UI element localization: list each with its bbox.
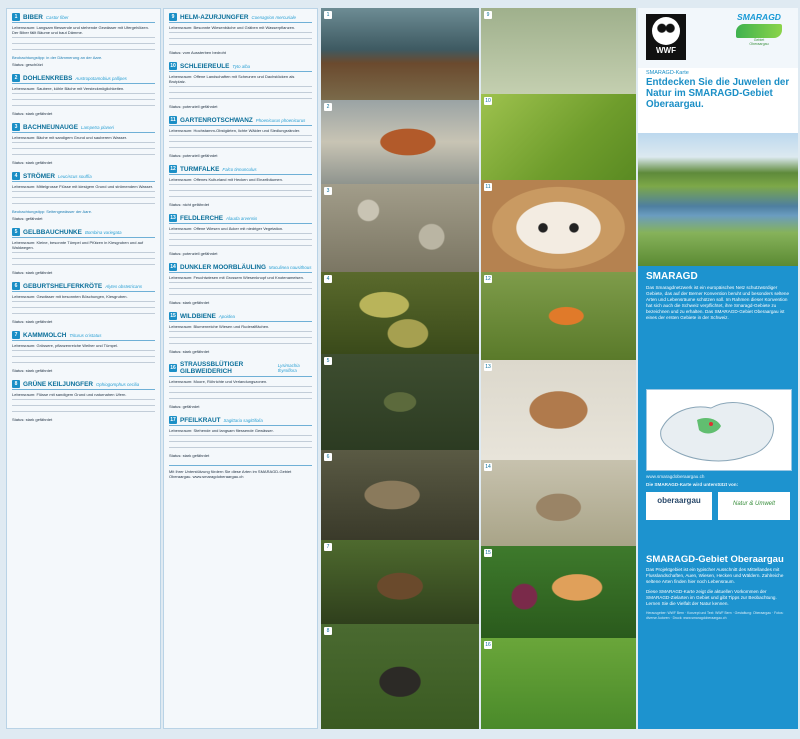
- photo-skylark: [481, 460, 636, 546]
- species-latin-name: Coenagrion mercuriale: [251, 14, 296, 20]
- photo-number: 16: [485, 642, 491, 648]
- species-column-left: [6, 8, 161, 729]
- species-entry: [169, 13, 312, 55]
- species-latin-name: Leuciscus souffia: [57, 173, 92, 179]
- intro-block: [646, 70, 792, 110]
- species-number: 13: [170, 215, 176, 221]
- text-lines: [169, 92, 312, 97]
- species-name: BACHNEUNAUGE: [23, 123, 79, 131]
- smaragd-logo: [726, 12, 792, 46]
- species-entry: [169, 214, 312, 256]
- species-entry: [12, 123, 155, 165]
- species-status: Status: stark gefährdet: [12, 270, 53, 275]
- text-lines: [169, 392, 312, 397]
- species-name: GELBBAUCHUNKE: [23, 228, 82, 236]
- species-latin-name: Maculinea nausithous: [268, 264, 312, 270]
- photo-lamprey: [321, 184, 479, 272]
- text-lines: [12, 93, 155, 98]
- species-description: Lebensraum: Moore, Röhrichte und Verlandungszonen.: [169, 379, 268, 384]
- text-lines: [169, 447, 312, 452]
- species-description: Lebensraum: Gewässer mit besonnten Böschungen, Kiesgruben.: [12, 294, 128, 299]
- species-status: Status: stark gefährdet: [12, 111, 53, 116]
- gebiet-title: SMARAGD-Gebiet Oberaargau: [646, 554, 784, 565]
- species-title: [169, 62, 312, 72]
- species-name: PFEILKRAUT: [180, 416, 221, 424]
- species-title: [12, 74, 155, 84]
- species-number: 12: [170, 166, 176, 172]
- species-description: Lebensraum: Mittelgrosse Flüsse mit kiesigem Grund und strömendem Wasser.: [12, 184, 154, 189]
- text-lines: [169, 435, 312, 440]
- species-entry: [169, 263, 312, 305]
- text-lines: [12, 203, 155, 208]
- photo-number: 13: [485, 364, 491, 370]
- species-status: Status: stark gefährdet: [12, 417, 53, 422]
- text-lines: [169, 282, 312, 287]
- species-description: Lebensraum: Besonnte Wiesenbäche und Gräben mit Wasserpflanzen.: [169, 25, 296, 30]
- text-lines: [12, 258, 155, 263]
- species-status: Status: stark gefährdet: [12, 319, 53, 324]
- species-latin-name: Bombina variegata: [84, 229, 122, 235]
- text-lines: [169, 38, 312, 43]
- species-number: 5: [12, 228, 20, 236]
- text-lines: [12, 99, 155, 104]
- species-number: 11: [170, 117, 176, 123]
- species-entry: [12, 380, 155, 422]
- species-title: [12, 380, 155, 390]
- species-title: [169, 416, 312, 426]
- text-lines: [12, 399, 155, 404]
- text-lines: [12, 148, 155, 153]
- species-latin-name: Ophiogomphus cecilia: [95, 381, 140, 387]
- species-title: [12, 123, 155, 133]
- text-lines: [169, 441, 312, 446]
- photo-loosestrife: [481, 638, 636, 729]
- intro-headline: Entdecken Sie die Juwelen der Natur im SMARAGD-Gebiet Oberaargau.: [646, 77, 790, 110]
- text-lines: [169, 147, 312, 152]
- species-entry: [12, 228, 155, 275]
- smaragd-logo-sub: Gebiet: [753, 38, 765, 42]
- species-name: BIBER: [23, 13, 43, 21]
- text-lines: [169, 398, 312, 403]
- support-note: Die SMARAGD-Karte wird unterstützt von:: [646, 482, 739, 487]
- text-lines: [169, 343, 312, 348]
- photo-beaver: [321, 8, 479, 100]
- species-entry: [169, 361, 312, 409]
- species-latin-name: Tyto alba: [232, 63, 251, 69]
- species-tip: Beobachtungstipp: in der Dämmerung an der Aare.: [12, 55, 103, 60]
- photo-number: 6: [324, 453, 332, 461]
- species-entry: [12, 13, 155, 67]
- text-lines: [169, 337, 312, 342]
- species-name: GRÜNE KEILJUNGFER: [23, 380, 93, 388]
- text-lines: [169, 245, 312, 250]
- photo-toad-water: [321, 354, 479, 450]
- species-latin-name: Apoidea: [218, 313, 235, 319]
- species-name: DUNKLER MOORBLÄULING: [180, 263, 266, 271]
- species-description: Lebensraum: Offene Landschaften mit Scheunen und Dachstöcken als Brutplatz.: [169, 74, 295, 84]
- text-lines: [169, 86, 312, 91]
- species-name: DOHLENKREBS: [23, 74, 73, 82]
- species-number: 1: [12, 13, 20, 21]
- species-latin-name: Alauda arvensis: [225, 215, 258, 221]
- species-number: 3: [12, 123, 20, 131]
- partner-logo-oberaargau: oberaargau: [646, 492, 712, 520]
- species-title: [169, 214, 312, 224]
- text-lines: [12, 264, 155, 269]
- species-number: 4: [12, 172, 20, 180]
- species-status: Status: stark gefährdet: [12, 368, 53, 373]
- species-status: Status: stark gefährdet: [12, 160, 53, 165]
- gebiet-text-2: Diese SMARAGD-Karte zeigt die aktuellen Vorkommen der SMARAGD-Zielarten im Gebiet und gibt Tipps zur Beobachtung. Lernen Sie die Vielfalt der Natur kennen.: [646, 589, 777, 606]
- text-lines: [12, 411, 155, 416]
- species-title: [169, 263, 312, 273]
- smaragd-panel: [638, 266, 798, 548]
- text-lines: [12, 49, 155, 54]
- species-description: Lebensraum: Offene Wiesen und Äcker mit niedriger Vegetation.: [169, 226, 284, 231]
- species-status: Status: geschützt: [12, 62, 43, 67]
- text-lines: [12, 350, 155, 355]
- species-description: Lebensraum: Kleine, besonnte Tümpel und Pfützen in Kiesgruben und auf Waldwegen.: [12, 240, 144, 250]
- species-name: GEBURTSHELFERKRÖTE: [23, 282, 103, 290]
- species-latin-name: Triturus cristatus: [69, 332, 102, 338]
- photo-dragonfly: [481, 8, 636, 94]
- species-status: Status: stark gefährdet: [169, 453, 210, 458]
- text-lines: [169, 233, 312, 238]
- photo-number: 14: [485, 464, 491, 470]
- photo-number: 5: [324, 357, 332, 365]
- species-entry: [12, 331, 155, 373]
- species-name: KAMMMOLCH: [23, 331, 67, 339]
- species-status: Status: potenziell gefährdet: [169, 251, 218, 256]
- species-title: [169, 312, 312, 322]
- species-title: [12, 228, 155, 238]
- species-entry: [169, 416, 312, 458]
- text-lines: [169, 135, 312, 140]
- text-lines: [169, 239, 312, 244]
- photo-number: 7: [324, 543, 332, 551]
- text-lines: [169, 288, 312, 293]
- species-number: 2: [12, 74, 20, 82]
- photo-number: 12: [485, 276, 491, 282]
- photo-crayfish: [321, 100, 479, 184]
- species-name: GARTENROTSCHWANZ: [180, 116, 253, 124]
- text-lines: [169, 331, 312, 336]
- species-number: 16: [170, 365, 176, 371]
- photo-number: 8: [324, 627, 332, 635]
- text-lines: [12, 191, 155, 196]
- smaragd-text: Das Smaragdnetzwerk ist ein europäisches Netz schutzwürdiger Gebiete, das auf der Berner Konvention beruht und besonders seltene Arten und Lebensräume schützen soll. Im Rahmen dieser Konvention hat sich auch die Schweiz verpflichtet, ihre Smaragd-Gebiete zu bezeichnen und zu erhalten. Das SMARAGD-Gebiet Oberaargau ist eines der ersten Gebiete in der Schweiz.: [646, 285, 790, 320]
- photo-redstart: [481, 272, 636, 360]
- species-latin-name: Phoenicurus phoenicurus: [255, 117, 306, 123]
- species-number: 15: [170, 313, 176, 319]
- panda-icon: [652, 17, 680, 45]
- photo-number: 2: [324, 103, 332, 111]
- photo-damselfly: [481, 94, 636, 180]
- photo-crested-newt: [321, 624, 479, 729]
- species-status: Status: nicht gefährdet: [169, 202, 210, 207]
- species-description: Lebensraum: Hochstamm-Obstgärten, lichte Wälder und Siedlungsränder.: [169, 128, 301, 133]
- species-entry: [12, 282, 155, 324]
- species-number: 6: [12, 282, 20, 290]
- text-lines: [169, 44, 312, 49]
- species-entry: [169, 312, 312, 354]
- gebiet-text-1: Das Projektgebiet ist ein typischer Ausschnitt des Mittellandes mit Flusslandschaften, Auen, Wiesen, Hecken und Wäldern. Zahlreiche seltene Arten finden hier noch Lebensraum.: [646, 567, 784, 584]
- photo-midwife-toad: [321, 450, 479, 540]
- column-footer-note: Mit Ihrer Unterstützung fördern Sie diese Arten im SMARAGD-Gebiet Oberaargau. www.smaragdoberaargau.ch: [169, 465, 312, 479]
- text-lines: [12, 252, 155, 257]
- species-entry: [169, 62, 312, 109]
- text-lines: [169, 294, 312, 299]
- species-description: Lebensraum: Flüsse mit sandigem Grund und naturnahen Ufern.: [12, 392, 127, 397]
- smaragd-logo-label: SMARAGD: [737, 12, 781, 22]
- text-lines: [12, 154, 155, 159]
- species-description: Lebensraum: Stehende und langsam fliessende Gewässer.: [169, 428, 274, 433]
- gebiet-panel: [638, 548, 798, 729]
- text-lines: [12, 405, 155, 410]
- species-number: 10: [170, 63, 176, 69]
- species-name: HELM-AZURJUNGFER: [180, 13, 249, 21]
- photo-number: 4: [324, 275, 332, 283]
- smaragd-title: SMARAGD: [646, 271, 698, 282]
- species-title: [12, 282, 155, 292]
- species-description: Lebensraum: Saubere, kühle Bäche mit Versteckmöglichkeiten.: [12, 86, 125, 91]
- species-status: Status: potenziell gefährdet: [169, 153, 218, 158]
- region-map-graphic: [647, 390, 791, 470]
- text-lines: [12, 37, 155, 42]
- text-lines: [12, 301, 155, 306]
- text-lines: [12, 105, 155, 110]
- species-entry: [169, 165, 312, 207]
- species-name: FELDLERCHE: [180, 214, 223, 222]
- photo-number: 10: [485, 98, 491, 104]
- species-status: Status: vom Aussterben bedroht: [169, 50, 226, 55]
- text-lines: [12, 356, 155, 361]
- species-entry: [12, 172, 155, 221]
- species-name: SCHLEIEREULE: [180, 62, 230, 70]
- photo-column-right: [481, 8, 636, 729]
- species-status: Status: gefährdet: [12, 216, 43, 221]
- text-lines: [169, 98, 312, 103]
- gem-icon: [736, 24, 782, 38]
- species-name: STRÖMER: [23, 172, 55, 180]
- species-title: [12, 331, 155, 341]
- species-latin-name: Sagittaria sagittifolia: [223, 417, 263, 423]
- text-lines: [12, 197, 155, 202]
- species-title: [169, 13, 312, 23]
- species-description: Lebensraum: Offenes Kulturland mit Hecken und Einzelbäumen.: [169, 177, 283, 182]
- text-lines: [169, 190, 312, 195]
- smaragd-logo-tagline: Oberaargau: [749, 42, 769, 46]
- photo-number: 3: [324, 187, 332, 195]
- text-lines: [12, 307, 155, 312]
- species-entry: [12, 74, 155, 116]
- species-status: Status: potenziell gefährdet: [169, 104, 218, 109]
- website-link[interactable]: www.smaragdoberaargau.ch: [646, 474, 705, 479]
- text-lines: [12, 362, 155, 367]
- wwf-logo: [646, 14, 686, 60]
- species-latin-name: Austropotamobius pallipes: [75, 75, 127, 81]
- species-number: 8: [12, 380, 20, 388]
- species-latin-name: Alytes obstetricans: [105, 283, 143, 289]
- species-title: [169, 361, 312, 377]
- wwf-label: WWF: [656, 46, 676, 55]
- species-latin-name: Falco tinnunculus: [222, 166, 257, 172]
- photo-number: 11: [485, 184, 491, 190]
- species-description: Lebensraum: Feuchtwiesen mit Grossem Wiesenknopf und Knotenameisen.: [169, 275, 304, 280]
- text-lines: [169, 32, 312, 37]
- species-number: 14: [170, 264, 176, 270]
- species-number: 17: [170, 417, 176, 423]
- species-entry: [169, 116, 312, 158]
- info-column: [638, 8, 798, 729]
- species-name: WILDBIENE: [180, 312, 216, 320]
- species-description: Lebensraum: Bäche mit sandigem Grund und sauberem Wasser.: [12, 135, 128, 140]
- species-latin-name: Lysimachia thyrsiflora: [277, 363, 300, 373]
- text-lines: [12, 43, 155, 48]
- photo-number: 15: [485, 550, 491, 556]
- species-latin-name: Lampetra planeri: [81, 124, 114, 130]
- species-status: Status: stark gefährdet: [169, 349, 210, 354]
- species-latin-name: Castor fiber: [45, 14, 69, 20]
- region-map: [646, 389, 792, 471]
- species-number: 9: [169, 13, 177, 21]
- credits: Herausgeber: WWF Bern · Konzept und Text: WWF Bern · Gestaltung: Oberaargau · Fotos: diverse Autoren · Druck: www.smaragdoberaargau.ch: [646, 611, 784, 620]
- species-title: [12, 172, 155, 182]
- species-status: Status: gefährdet: [169, 404, 200, 409]
- species-number: 7: [12, 331, 20, 339]
- photo-landscape: [638, 133, 798, 266]
- text-lines: [169, 141, 312, 146]
- species-name: TURMFALKE: [180, 165, 220, 173]
- species-tip: Beobachtungstipp: Seitengewässer der Aare.: [12, 209, 93, 214]
- photo-number: 1: [324, 11, 332, 19]
- intro-kicker: SMARAGD-Karte: [646, 70, 689, 76]
- photo-column-left: [321, 8, 479, 729]
- photo-barn-owl: [481, 180, 636, 272]
- species-title: [169, 116, 312, 126]
- species-title: [12, 13, 155, 23]
- partner-logo-natur: Natur & Umwelt: [718, 492, 790, 520]
- species-description: Lebensraum: Grössere, pflanzenreiche Weiher und Tümpel.: [12, 343, 119, 348]
- species-description: Lebensraum: Langsam fliessende und stehende Gewässer mit Ufergehölzen. Der Biber fällt Bäume und baut Dämme.: [12, 25, 149, 35]
- species-title: [169, 165, 312, 175]
- logo-band: [638, 8, 798, 68]
- text-lines: [169, 184, 312, 189]
- text-lines: [169, 386, 312, 391]
- species-name: STRAUSSBLÜTIGER GILBWEIDERICH: [180, 361, 244, 375]
- text-lines: [169, 196, 312, 201]
- text-lines: [12, 142, 155, 147]
- photo-kestrel: [481, 360, 636, 460]
- text-lines: [12, 313, 155, 318]
- species-status: Status: stark gefährdet: [169, 300, 210, 305]
- photo-butterfly: [481, 546, 636, 638]
- photo-stream-fish: [321, 272, 479, 354]
- species-description: Lebensraum: Blumenreiche Wiesen und Ruderalflächen.: [169, 324, 270, 329]
- species-column-middle: [163, 8, 318, 729]
- photo-number: 9: [484, 11, 492, 19]
- photo-newt: [321, 540, 479, 624]
